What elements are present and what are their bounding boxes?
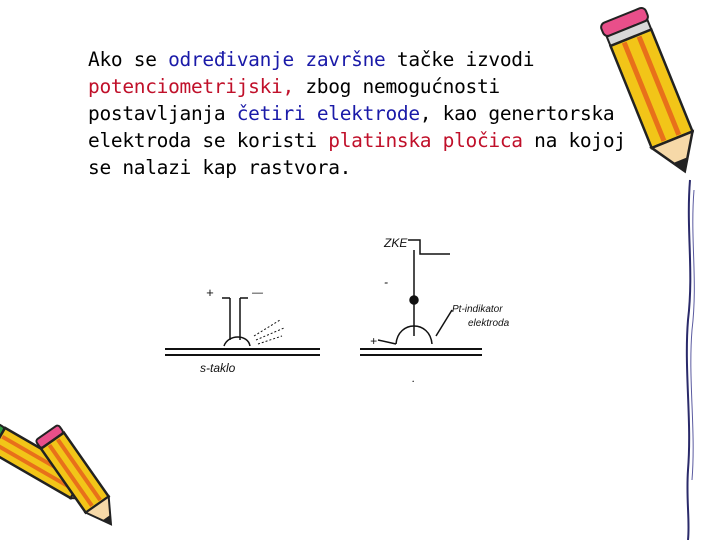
- diagram-right-zke: ZKE: [384, 236, 408, 250]
- diagram-right-dot: .: [412, 371, 416, 385]
- highlight-platinska-plocica: platinska pločica: [328, 129, 523, 152]
- text-fragment: elektroda se koristi: [88, 129, 329, 152]
- squiggle-border: [687, 180, 690, 540]
- diagram-left-plus: +: [206, 285, 214, 300]
- diagram-left-minus: —: [252, 287, 263, 299]
- text-fragment: tačke izvodi: [385, 48, 535, 71]
- text-fragment: na kojoj: [522, 129, 626, 152]
- text-fragment: zbog nemogućnosti: [293, 75, 500, 98]
- text-fragment: postavljanja: [88, 102, 237, 125]
- diagram-right: [360, 236, 510, 385]
- diagram-right-pt-label-2: elektroda: [468, 318, 510, 329]
- highlight-potenciometrijski: potenciometrijski,: [88, 75, 294, 98]
- text-line-5: se nalazi kap rastvora.: [88, 156, 352, 179]
- diagram-left-label: s-taklo: [200, 361, 236, 375]
- diagram-right-pt-label-1: Pt-indikator: [452, 304, 503, 315]
- diagram-right-minus: -: [384, 275, 388, 289]
- diagram-left: [165, 285, 320, 375]
- pencil-icon-large: [600, 6, 707, 180]
- diagram-right-plus: +: [370, 334, 378, 348]
- highlight-odredjivanje: određivanje završne: [168, 48, 386, 71]
- highlight-cetiri-elektrode: četiri elektrode: [236, 102, 420, 125]
- text-fragment: Ako se: [88, 48, 169, 71]
- text-fragment: , kao genertorska: [419, 102, 615, 125]
